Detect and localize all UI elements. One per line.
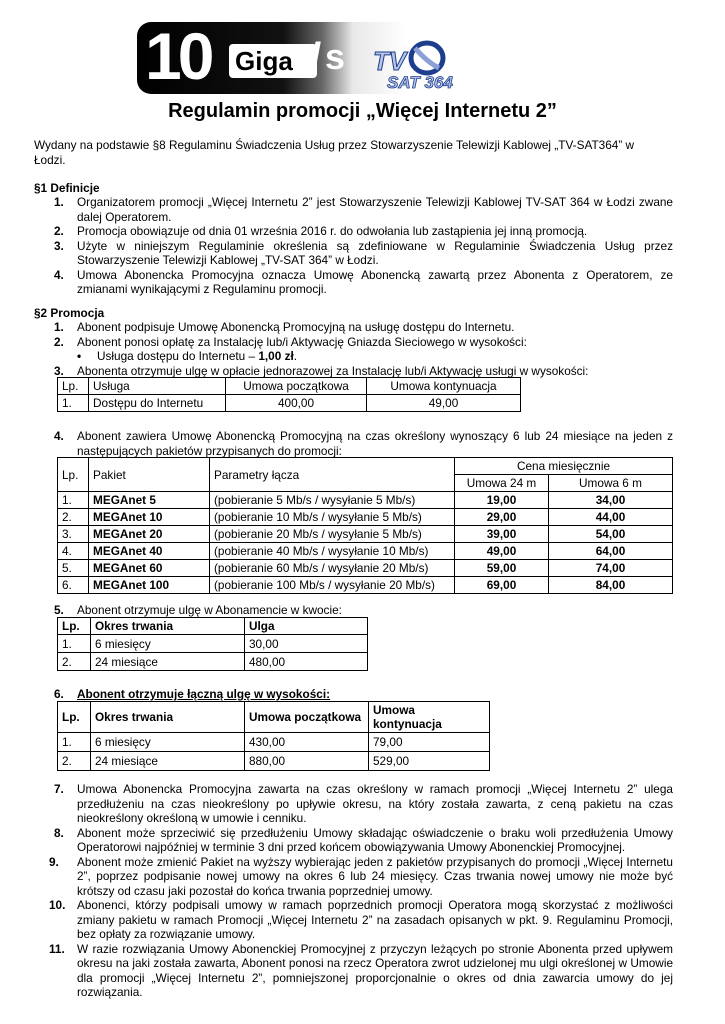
section-2-list-e [34, 782, 673, 1000]
list-item: 7. Umowa Abonencka Promocyjna zawarta na czas określony w ramach promocji „Więcej Internetu 2” ulega przedłużeniu na czas nieokreślony po upływie okresu, na który została zawarta, z ceną pakietu na czas nieokreślony określoną w umowie i cenniku. [54, 782, 673, 825]
logo-ten: 10 [145, 22, 211, 93]
list-item: 10. Abonenci, którzy podpisali umowy w ramach poprzednich promocji Operatora mogą skorzystać z możliwości zmiany pakietu w ramach Promocji „Więcej Internetu 2” na zasadach opisanych w pkt. 9. Regulaminu Promocji, bez opłaty za rozwiązanie umowy. [49, 898, 673, 941]
intro-text: Wydany na podstawie §8 Regulaminu Świadczenia Usług przez Stowarzyszenie Telewizji Kablowej „TV-SAT364” w Łodzi. [34, 138, 635, 167]
table-row: 4. MEGAnet 40 (pobieranie 40 Mb/s / wysyłanie 10 Mb/s) 49,00 64,00 [58, 543, 673, 560]
list-item: 4. Umowa Abonencka Promocyjna oznacza Umowę Abonencką zawartą przez Abonenta z Operatorem, ze zmianami wynikającymi z Regulaminu promocji. [54, 267, 673, 296]
section-2-heading: §2 Promocja [34, 306, 105, 320]
table-row: 1. MEGAnet 5 (pobieranie 5 Mb/s / wysyłanie 5 Mb/s) 19,00 34,00 [58, 492, 673, 509]
table-installation: Lp. Usługa Umowa początkowa Umowa kontynuacja 1. Dostępu do Internetu 400,00 49,00 [57, 377, 521, 412]
section-2-list-b [34, 429, 673, 458]
section-2-list-a [34, 320, 673, 378]
table-row: 1. Dostępu do Internetu 400,00 49,00 [58, 395, 521, 412]
tv-sat-logo-icon [355, 36, 515, 92]
list-item: 3. Abonenta otrzymuje ulgę w opłacie jednorazowej za Instalację lub/i Aktywację usługi w wysokości: [54, 363, 589, 378]
list-item: 4. Abonent zawiera Umowę Abonencką Promocyjną na czas określony wynoszący 6 lub 24 miesiące na jeden z następujących pakietów przypisanych do promocji: [54, 429, 673, 458]
list-item: 1. Abonent podpisuje Umowę Abonencką Promocyjną na usługę dostępu do Internetu. [54, 320, 515, 334]
section-2-list-d [34, 687, 673, 702]
header-banner-logo [137, 22, 522, 94]
list-item: 2. Promocja obowiązuje od dnia 01 września 2016 r. do odwołania lub zastąpienia jej inną promocją. [54, 224, 588, 238]
section-1-list [34, 195, 673, 297]
table-packages: Lp. Pakiet Parametry łącza Cena miesięcznie Umowa 24 m Umowa 6 m 1. MEGAnet 5 (pobieranie 5 Mb/s / wysyłanie 5 Mb/s) 19,00 34,00 2. MEGAnet 10 (pobieranie 10 Mb/s / wysyłanie 5 Mb/s) 29,00 44,00 3. MEGAnet 20 (pobieranie 20 Mb/s / wysyłanie 5 Mb/s) 39,00 54,00 4. MEGAnet 40 (pobieranie 40 Mb/s / wysyłanie 10 Mb/s) 49,00 64,00 5. MEGAnet 60 (pobieranie 60 Mb/s / wysyłanie 20 Mb/s) 59,00 74,00 6. MEGAnet 100 (pobieranie 100 Mb/s / wysyłanie 20 Mb/s) 69,00 84,00 [57, 457, 673, 594]
table-row: 1. 6 miesięcy 30,00 [58, 635, 368, 653]
table-row: 5. MEGAnet 60 (pobieranie 60 Mb/s / wysyłanie 20 Mb/s) 59,00 74,00 [58, 560, 673, 577]
list-item: 1. Organizatorem promocji „Więcej Internetu 2” jest Stowarzyszenie Telewizji Kablowej TV-SAT 364 w Łodzi zwane dalej Operatorem. [54, 195, 673, 224]
logo-giga: Giga [229, 44, 317, 78]
list-item: 6. Abonent otrzymuje łączną ulgę w wysokości: [54, 687, 331, 701]
list-item: 8. Abonent może sprzeciwić się przedłużeniu Umowy składając oświadczenie o braku woli przedłużenia Umowy Operatorowi najpóźniej w terminie 3 dni przed końcem obowiązywania Umowy Abonenckiej Promocyjnej. [54, 825, 673, 854]
table-row: 1. 6 miesięcy 430,00 79,00 [58, 733, 490, 752]
bullet-item: • Usługa dostępu do Internetu – 1,00 zł. [77, 349, 298, 363]
list-item: 9. Abonent może zmienić Pakiet na wyższy wybierając jeden z pakietów przypisanych do promocji „Więcej Internetu 2”, poprzez podpisanie nowej umowy na okres 6 lub 24 miesięcy. Czas trwania nowej umowy nie może być krótszy od czasu jaki pozostał do końca trwania poprzedniej umowy. [49, 854, 673, 898]
table-row: 2. 24 miesiące 880,00 529,00 [58, 752, 490, 771]
table-total-discount: Lp. Okres trwania Umowa początkowa Umowa kontynuacja 1. 6 miesięcy 430,00 79,00 2. 24 miesiące 880,00 529,00 [57, 701, 490, 771]
list-item: 5. Abonent otrzymuje ulgę w Abonamencie w kwocie: [54, 603, 342, 617]
section-2-list-c [34, 603, 673, 618]
table-row: 6. MEGAnet 100 (pobieranie 100 Mb/s / wysyłanie 20 Mb/s) 69,00 84,00 [58, 577, 673, 594]
table-row: 3. MEGAnet 20 (pobieranie 20 Mb/s / wysyłanie 5 Mb/s) 39,00 54,00 [58, 526, 673, 543]
logo-slash: / [309, 34, 322, 83]
logo-s: s [325, 36, 346, 77]
logo-sat-text: SAT 364 [387, 73, 453, 92]
page-title: Regulamin promocji „Więcej Internetu 2” [168, 100, 557, 122]
section-1-heading: §1 Definicje [34, 181, 100, 195]
list-item: 2. Abonent ponosi opłatę za Instalację lub/i Aktywację Gniazda Sieciowego w wysokości: [54, 334, 527, 349]
table-row: 2. MEGAnet 10 (pobieranie 10 Mb/s / wysyłanie 5 Mb/s) 29,00 44,00 [58, 509, 673, 526]
list-item: 11. W razie rozwiązania Umowy Abonenckiej Promocyjnej z przyczyn leżących po stronie Abonenta przed upływem okresu na jaki została zawarta, Abonent ponosi na rzecz Operatora zwrot udzielonej mu ulgi określonej w Umowie dla promocji „Więcej Internetu 2”, pomniejszonej proporcjonalnie o okres od dnia zawarcia umowy do jej rozwiązania. [49, 941, 673, 999]
table-row: 2. 24 miesiące 480,00 [58, 653, 368, 671]
list-item: 3. Użyte w niniejszym Regulaminie określenia są zdefiniowane w Regulaminie Świadczenia Usług przez Stowarzyszenie Telewizji Kablowej „TV-SAT 364” w Łodzi. [54, 238, 673, 267]
logo-tv-text: TV [373, 46, 407, 76]
table-discount: Lp. Okres trwania Ulga 1. 6 miesięcy 30,00 2. 24 miesiące 480,00 [57, 617, 368, 671]
